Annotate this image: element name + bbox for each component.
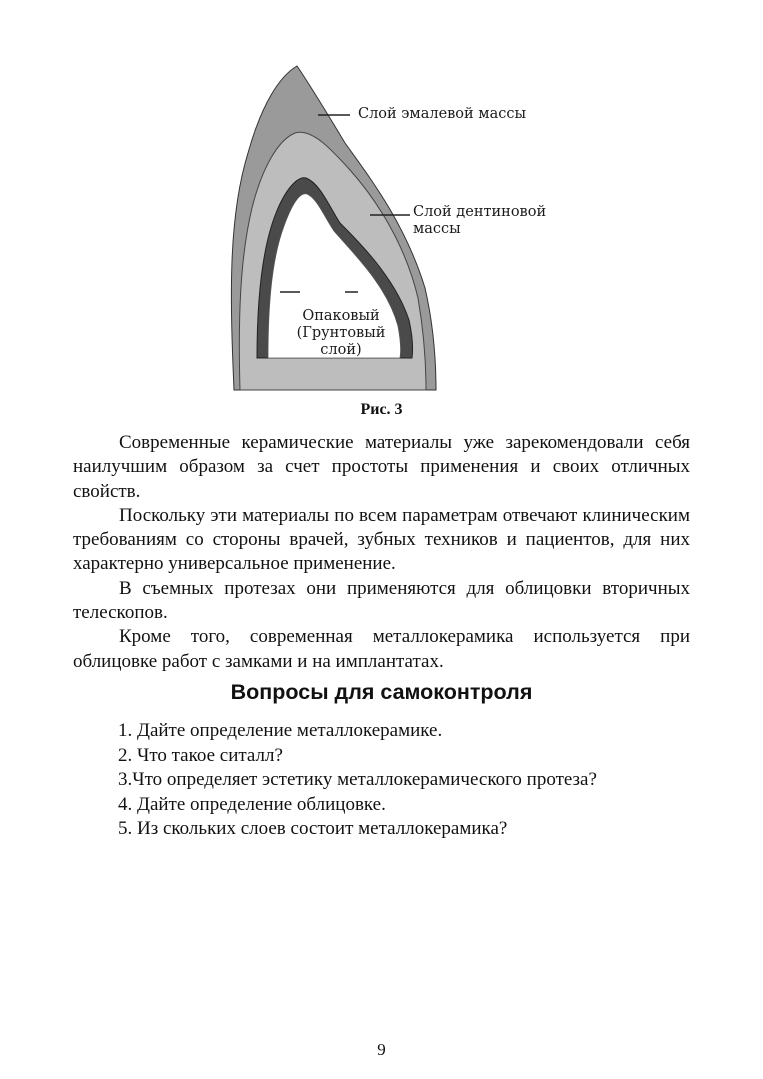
dentin-layer-label: [413, 204, 546, 238]
dentin-label-line-2: массы: [413, 221, 461, 237]
section-heading: Вопросы для самоконтроля: [230, 680, 533, 704]
question-item: 3.Что определяет эстетику металлокерамического протеза?: [118, 769, 597, 790]
question-item: 2. Что такое ситалл?: [118, 744, 283, 766]
question-item: 1. Дайте определение металлокерамике.: [118, 720, 443, 741]
page-number: 9: [377, 1040, 386, 1059]
question-item: 5. Из скольких слоев состоит металлокерамика?: [118, 818, 508, 839]
paragraph: Кроме того, современная металлокерамика используется при облицовке работ с замками и на имплантатах.: [73, 626, 690, 672]
body-text: [73, 431, 690, 674]
dentin-label-line-1: Слой дентиновой: [413, 204, 547, 220]
paragraph: В съемных протезах они применяются для облицовки вторичных телескопов.: [73, 577, 690, 624]
enamel-layer-label: Слой эмалевой массы: [358, 106, 527, 122]
opaque-label-line-3: слой): [320, 342, 362, 358]
question-list: [118, 719, 597, 842]
figure-caption: Рис. 3: [360, 401, 403, 418]
paragraph: Современные керамические материалы уже зарекомендовали себя наилучшим образом за счет простоты применения и своих отличных свойств.: [73, 432, 690, 502]
paragraph: Поскольку эти материалы по всем параметрам отвечают клиническим требованиям со стороны врачей, зубных техников и пациентов, для них характерно универсальное применение.: [73, 504, 690, 575]
opaque-label-line-2: (Грунтовый: [296, 325, 386, 341]
tooth-cross-section-figure: [200, 58, 580, 398]
opaque-layer-label: [287, 308, 395, 359]
opaque-label-line-1: Опаковый: [302, 308, 380, 324]
question-item: 4. Дайте определение облицовке.: [118, 793, 386, 815]
